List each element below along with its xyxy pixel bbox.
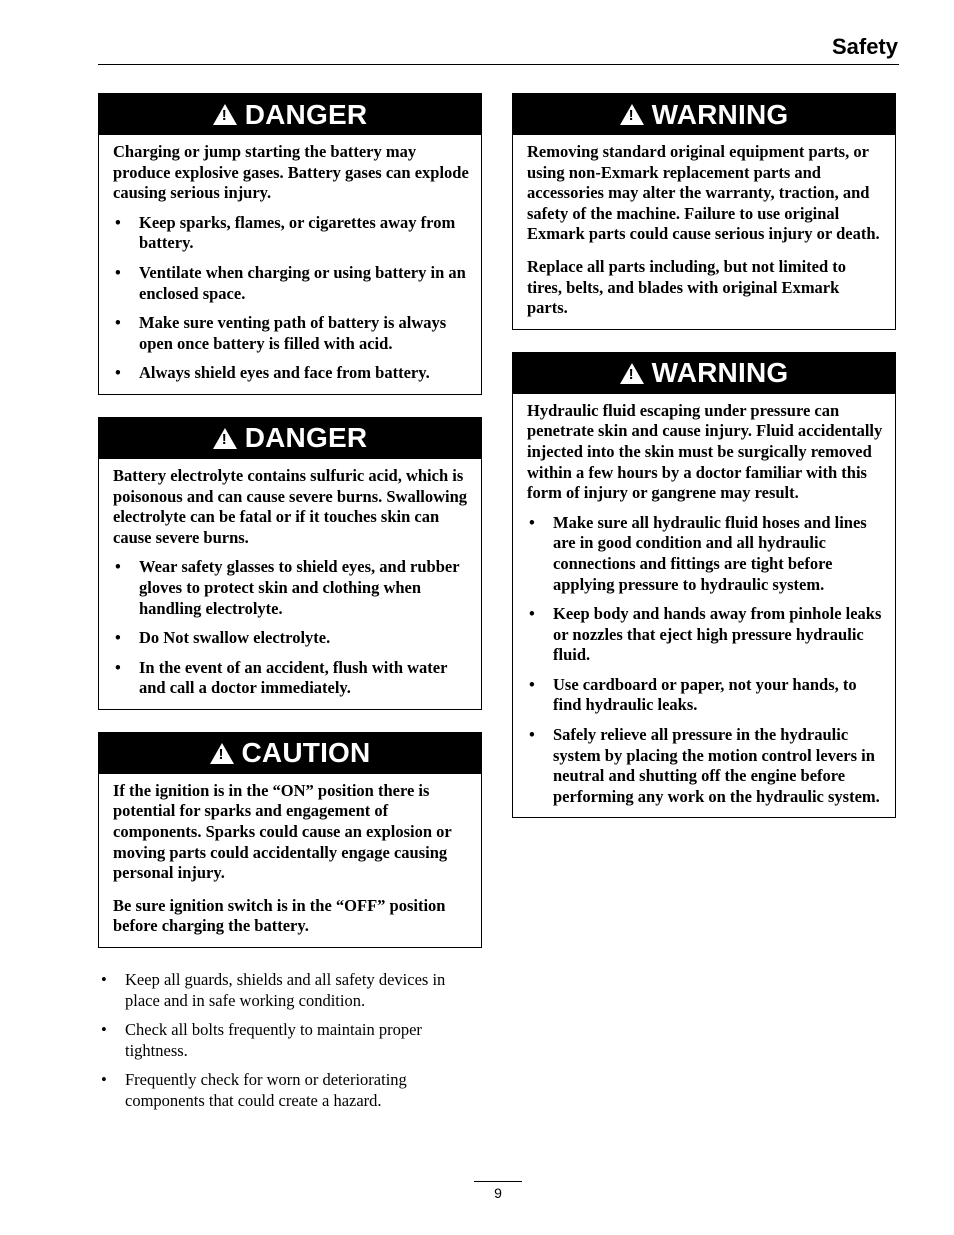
warning-bullet-list bbox=[527, 513, 883, 808]
warning-header bbox=[513, 94, 895, 135]
warning-triangle-icon bbox=[213, 104, 237, 125]
list-item: • Always shield eyes and face from battery. bbox=[113, 363, 469, 384]
caution-box-ignition bbox=[98, 732, 482, 948]
general-safety-list bbox=[98, 970, 482, 1112]
caution-paragraph: Be sure ignition switch is in the “OFF” position before charging the battery. bbox=[113, 895, 446, 936]
list-item: • Wear safety glasses to shield eyes, and rubber gloves to protect skin and clothing when handling electrolyte. bbox=[113, 557, 469, 619]
signal-word: CAUTION bbox=[241, 737, 371, 769]
warning-intro: Hydraulic fluid escaping under pressure can penetrate skin and cause injury. Fluid accidentally injected into the skin must be surgically removed within a few hours by a doctor familiar with this form of injury or gangrene may result. bbox=[527, 400, 883, 503]
danger-box-battery-gases bbox=[98, 93, 482, 395]
header-rule bbox=[98, 64, 899, 65]
caution-paragraph: If the ignition is in the “ON” position there is potential for sparks and engagement of components. Sparks could cause an explosion or moving parts could accidentally engage causing personal injury. bbox=[113, 780, 452, 883]
warning-triangle-icon bbox=[620, 104, 644, 125]
caution-body bbox=[99, 774, 481, 947]
warning-body bbox=[513, 135, 895, 329]
caution-header bbox=[99, 733, 481, 774]
warning-triangle-icon bbox=[213, 428, 237, 449]
list-item: • Use cardboard or paper, not your hands, to find hydraulic leaks. bbox=[527, 675, 883, 716]
list-item: • Make sure venting path of battery is always open once battery is filled with acid. bbox=[113, 313, 469, 354]
list-item: • Ventilate when charging or using battery in an enclosed space. bbox=[113, 263, 469, 304]
warning-box-parts bbox=[512, 93, 896, 330]
list-item: • Make sure all hydraulic fluid hoses and lines are in good condition and all hydraulic connections and fittings are tight before applying pressure to hydraulic system. bbox=[527, 513, 883, 595]
list-item: • Frequently check for worn or deteriorating components that could create a hazard. bbox=[98, 1070, 482, 1111]
warning-header bbox=[513, 353, 895, 394]
signal-word: WARNING bbox=[651, 357, 789, 389]
list-item: • Keep all guards, shields and all safety devices in place and in safe working condition. bbox=[98, 970, 482, 1011]
danger-intro: Battery electrolyte contains sulfuric acid, which is poisonous and can cause severe burns. Swallowing electrolyte can be fatal or if it touches skin can cause severe burns. bbox=[113, 465, 468, 547]
danger-bullet-list bbox=[113, 557, 469, 699]
warning-paragraph: Replace all parts including, but not limited to tires, belts, and blades with original Exmark parts. bbox=[527, 256, 847, 318]
list-item: • Safely relieve all pressure in the hydraulic system by placing the motion control levers in neutral and shutting off the engine before performing any work on the hydraulic system. bbox=[527, 725, 883, 807]
danger-body bbox=[99, 135, 481, 394]
warning-triangle-icon bbox=[210, 743, 234, 764]
list-item: • Do Not swallow electrolyte. bbox=[113, 628, 469, 649]
danger-body bbox=[99, 459, 481, 709]
signal-word: WARNING bbox=[651, 98, 789, 130]
list-item: • In the event of an accident, flush with water and call a doctor immediately. bbox=[113, 658, 469, 699]
danger-intro: Charging or jump starting the battery may produce explosive gases. Battery gases can explode causing serious injury. bbox=[113, 142, 469, 203]
list-item: • Keep sparks, flames, or cigarettes away from battery. bbox=[113, 213, 469, 254]
signal-word: DANGER bbox=[244, 422, 368, 454]
warning-triangle-icon bbox=[620, 363, 644, 384]
page-number: 9 bbox=[494, 1185, 502, 1201]
danger-header bbox=[99, 94, 481, 135]
left-column bbox=[98, 93, 482, 1121]
danger-bullet-list bbox=[113, 213, 469, 384]
warning-body bbox=[513, 394, 895, 818]
danger-box-electrolyte bbox=[98, 417, 482, 710]
list-item: • Keep body and hands away from pinhole leaks or nozzles that eject high pressure hydraulic fluid. bbox=[527, 604, 883, 666]
right-column bbox=[512, 93, 896, 840]
danger-header bbox=[99, 418, 481, 459]
footer-rule bbox=[474, 1181, 522, 1182]
signal-word: DANGER bbox=[244, 98, 368, 130]
warning-paragraph: Removing standard original equipment parts, or using non-Exmark replacement parts and accessories may alter the warranty, traction, and safety of the machine. Failure to use original Exmark parts could cause serious injury or death. bbox=[527, 142, 880, 244]
list-item: • Check all bolts frequently to maintain proper tightness. bbox=[98, 1020, 482, 1061]
warning-box-hydraulic bbox=[512, 352, 896, 819]
section-title: Safety bbox=[831, 34, 898, 59]
